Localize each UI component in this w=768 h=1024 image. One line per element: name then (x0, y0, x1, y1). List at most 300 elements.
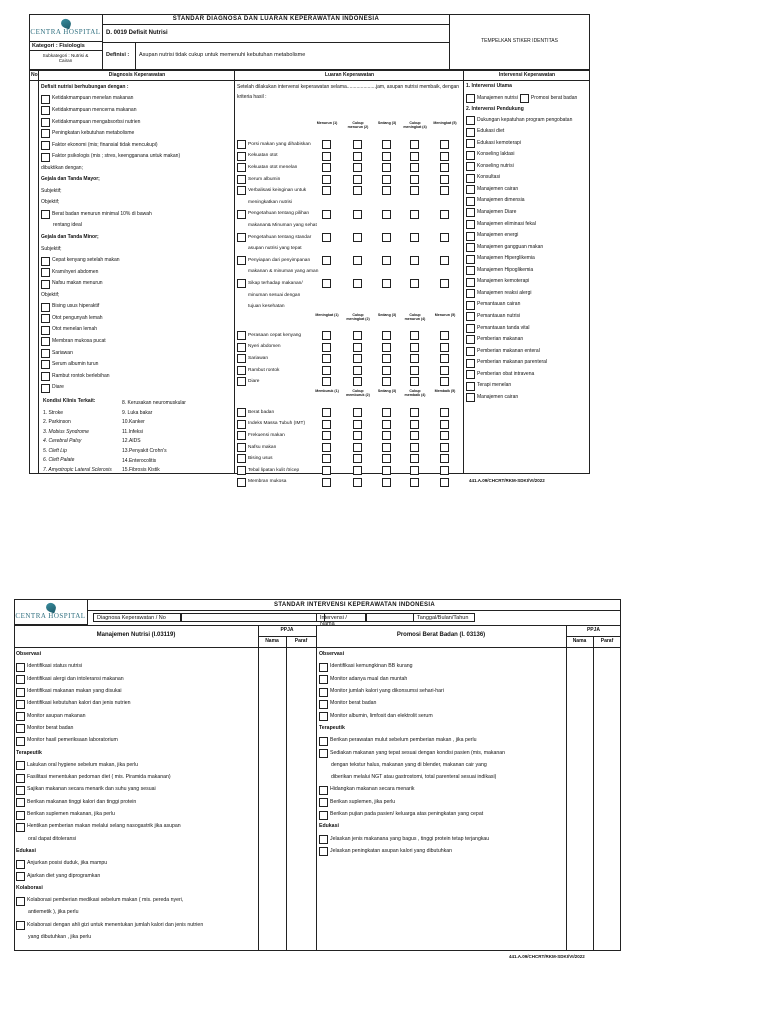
checkbox[interactable] (237, 354, 246, 363)
checkbox[interactable] (466, 370, 475, 379)
interv-item-label: Manajemen nutrisi (477, 94, 518, 101)
checkbox[interactable] (466, 335, 475, 344)
luaran-item-label: tujuan kesehatan (248, 304, 285, 310)
checkbox[interactable] (237, 210, 246, 219)
score-checkbox[interactable] (382, 256, 391, 265)
checkbox[interactable] (237, 256, 246, 265)
kondisi-item-label: 15.Fibrosis Kistik (122, 467, 160, 474)
checkbox[interactable] (466, 197, 475, 206)
list-item (319, 821, 566, 833)
list-item-label: Objektif; (41, 291, 60, 298)
list-item-label: Berikan perawatan mulut sebelum pemberian makan , jika perlu (330, 737, 477, 744)
checkbox[interactable] (16, 823, 25, 832)
list-item (16, 920, 258, 932)
checkbox[interactable] (319, 811, 328, 820)
score-checkbox[interactable] (353, 420, 362, 429)
checkbox[interactable] (466, 359, 475, 368)
score-checkbox[interactable] (322, 175, 331, 184)
score-checkbox[interactable] (353, 478, 362, 487)
score-checkbox[interactable] (353, 377, 362, 386)
list-item-label: Kolaborasi (16, 884, 43, 891)
checkbox[interactable] (466, 255, 475, 264)
score-checkbox[interactable] (440, 377, 449, 386)
score-checkbox[interactable] (353, 186, 362, 195)
score-checkbox[interactable] (440, 152, 449, 161)
list-item (16, 797, 258, 809)
list-item (41, 244, 233, 256)
score-checkbox[interactable] (382, 279, 391, 288)
checkbox[interactable] (41, 106, 50, 115)
score-checkbox[interactable] (440, 454, 449, 463)
list-item (319, 846, 566, 858)
page2-form (14, 599, 621, 959)
checkbox[interactable] (319, 663, 328, 672)
list-item-label: dengan tekstur halus, makanan yang di blender, makanan cair yang (331, 761, 487, 768)
score-checkbox[interactable] (440, 443, 449, 452)
checkbox[interactable] (237, 175, 246, 184)
checkbox[interactable] (466, 289, 475, 298)
interv-utama-row (466, 93, 590, 104)
interv-item-label: Konseling laktasi (477, 151, 515, 158)
luaran-item (237, 278, 333, 289)
score-checkbox[interactable] (322, 366, 331, 375)
score-checkbox[interactable] (410, 140, 419, 149)
checkbox[interactable] (16, 897, 25, 906)
score-checkbox[interactable] (440, 478, 449, 487)
score-checkbox[interactable] (382, 478, 391, 487)
score-checkbox[interactable] (410, 331, 419, 340)
list-item (16, 698, 258, 710)
col-line (316, 625, 317, 951)
score-checkbox[interactable] (353, 152, 362, 161)
checkbox[interactable] (319, 675, 328, 684)
list-item-label: Berat badan menurun minimal 10% di bawah (52, 210, 152, 217)
checkbox[interactable] (16, 811, 25, 820)
kondisi-item (122, 466, 234, 476)
checkbox[interactable] (237, 233, 246, 242)
checkbox[interactable] (41, 257, 50, 266)
list-item (41, 82, 233, 94)
checkbox[interactable] (466, 139, 475, 148)
list-item (41, 221, 233, 233)
score-checkbox[interactable] (440, 354, 449, 363)
list-item (41, 301, 233, 313)
score-checkbox[interactable] (322, 233, 331, 242)
score-checkbox[interactable] (440, 279, 449, 288)
score-checkbox[interactable] (410, 454, 419, 463)
kondisi-item-label: 2. Parkinson (43, 419, 71, 426)
score-checkbox[interactable] (353, 408, 362, 417)
list-item (16, 932, 258, 944)
score-checkbox[interactable] (322, 454, 331, 463)
checkbox[interactable] (319, 737, 328, 746)
list-item-label: Edukasi (319, 823, 339, 830)
score-checkbox[interactable] (353, 431, 362, 440)
checkbox[interactable] (41, 372, 50, 381)
score-checkbox[interactable] (353, 210, 362, 219)
score-checkbox[interactable] (410, 210, 419, 219)
score-checkbox[interactable] (382, 233, 391, 242)
score-checkbox[interactable] (322, 478, 331, 487)
page2-title: STANDAR INTERVENSI KEPERAWATAN INDONESIA (274, 602, 435, 608)
score-checkbox[interactable] (410, 256, 419, 265)
list-item-label: Ketidakmampuan mencerna makanan (52, 106, 137, 113)
score-checkbox[interactable] (440, 186, 449, 195)
score-checkbox[interactable] (382, 152, 391, 161)
score-checkbox[interactable] (410, 354, 419, 363)
score-checkbox[interactable] (322, 354, 331, 363)
checkbox[interactable] (237, 408, 246, 417)
logo-text-2: CENTRA HOSPITAL (15, 611, 86, 620)
checkbox[interactable] (319, 835, 328, 844)
score-checkbox[interactable] (440, 408, 449, 417)
score-checkbox[interactable] (382, 366, 391, 375)
list-item-label: Observasi (319, 651, 345, 658)
score-checkbox[interactable] (382, 443, 391, 452)
checkbox[interactable] (520, 94, 529, 103)
checkbox[interactable] (237, 343, 246, 352)
score-checkbox[interactable] (353, 256, 362, 265)
score-checkbox[interactable] (440, 366, 449, 375)
list-item (16, 883, 258, 895)
luaran-item (237, 330, 333, 341)
checkbox[interactable] (41, 118, 50, 127)
list-item (41, 278, 233, 290)
score-checkbox[interactable] (353, 354, 362, 363)
paraf-right: Paraf (600, 638, 614, 644)
checkbox[interactable] (16, 860, 25, 869)
checkbox[interactable] (16, 737, 25, 746)
score-checkbox[interactable] (353, 175, 362, 184)
interv-item (466, 115, 590, 126)
list-item-label: Bising usus hiperaktif (52, 303, 100, 310)
checkbox[interactable] (237, 186, 246, 195)
interv-item (466, 277, 590, 288)
list-item (41, 255, 233, 267)
score-checkbox[interactable] (410, 233, 419, 242)
checkbox[interactable] (16, 724, 25, 733)
score-checkbox[interactable] (353, 443, 362, 452)
checkbox[interactable] (319, 700, 328, 709)
list-item (16, 747, 258, 759)
ppja-divider (566, 636, 621, 637)
checkbox[interactable] (466, 382, 475, 391)
checkbox[interactable] (237, 478, 246, 487)
checkbox[interactable] (466, 220, 475, 229)
list-item (16, 870, 258, 882)
checkbox[interactable] (237, 366, 246, 375)
luaran-area (235, 104, 464, 485)
list-item-label: Edukasi (16, 847, 36, 854)
checkbox[interactable] (16, 872, 25, 881)
list-item-label: Terapeutik (16, 749, 42, 756)
score-checkbox[interactable] (322, 210, 331, 219)
checkbox[interactable] (41, 95, 50, 104)
checkbox[interactable] (237, 454, 246, 463)
diag-input[interactable] (181, 613, 325, 622)
list-item (41, 117, 233, 129)
score-checkbox[interactable] (382, 331, 391, 340)
score-checkbox[interactable] (410, 152, 419, 161)
checkbox[interactable] (237, 377, 246, 386)
checkbox[interactable] (466, 162, 475, 171)
checkbox[interactable] (41, 303, 50, 312)
interv-item-label: Pemantauan tanda vital (477, 324, 530, 331)
checkbox[interactable] (466, 208, 475, 217)
score-checkbox[interactable] (440, 163, 449, 172)
interv-item (466, 358, 590, 369)
score-checkbox[interactable] (382, 175, 391, 184)
checkbox[interactable] (319, 712, 328, 721)
checkbox[interactable] (41, 141, 50, 150)
checkbox[interactable] (16, 663, 25, 672)
score-checkbox[interactable] (440, 331, 449, 340)
score-checkbox[interactable] (353, 140, 362, 149)
score-checkbox[interactable] (322, 186, 331, 195)
checkbox[interactable] (466, 312, 475, 321)
score-checkbox[interactable] (382, 140, 391, 149)
score-checkbox[interactable] (382, 466, 391, 475)
score-checkbox[interactable] (410, 420, 419, 429)
score-checkbox[interactable] (410, 377, 419, 386)
list-item-label: Monitor hasil pemeriksaan laboratorium (27, 737, 118, 744)
list-item (41, 128, 233, 140)
checkbox[interactable] (41, 326, 50, 335)
score-checkbox[interactable] (353, 279, 362, 288)
score-checkbox[interactable] (382, 163, 391, 172)
score-checkbox[interactable] (322, 431, 331, 440)
luaran-item (237, 255, 333, 266)
score-checkbox[interactable] (410, 175, 419, 184)
ppja-right: PPJA (586, 627, 601, 633)
score-checkbox[interactable] (322, 163, 331, 172)
interv-item (466, 207, 590, 218)
score-checkbox[interactable] (410, 466, 419, 475)
checkbox[interactable] (466, 301, 475, 310)
luaran-item-label: Membran mukosa (248, 479, 287, 485)
checkbox[interactable] (16, 921, 25, 930)
checkbox[interactable] (237, 420, 246, 429)
score-checkbox[interactable] (440, 175, 449, 184)
checkbox[interactable] (41, 314, 50, 323)
checkbox[interactable] (41, 280, 50, 289)
score-checkbox[interactable] (382, 210, 391, 219)
checkbox[interactable] (319, 847, 328, 856)
score-checkbox[interactable] (322, 256, 331, 265)
list-item (41, 94, 233, 106)
list-item-label: Berikan suplemen makanan, jika perlu (27, 811, 115, 818)
checkbox[interactable] (466, 174, 475, 183)
score-checkbox[interactable] (410, 431, 419, 440)
checkbox[interactable] (466, 278, 475, 287)
score-checkbox[interactable] (382, 343, 391, 352)
score-checkbox[interactable] (440, 420, 449, 429)
kondisi-item-label: 14.Enterocolitis (122, 457, 157, 464)
score-checkbox[interactable] (353, 466, 362, 475)
interv-item-label: Manajemen energi (477, 232, 519, 239)
checkbox[interactable] (466, 266, 475, 275)
kondisi-item (43, 419, 123, 429)
luaran-item-label: Serum albumin (248, 176, 281, 182)
score-checkbox[interactable] (353, 366, 362, 375)
score-checkbox[interactable] (382, 420, 391, 429)
score-checkbox[interactable] (382, 377, 391, 386)
checkbox[interactable] (466, 347, 475, 356)
checkbox[interactable] (466, 128, 475, 137)
interv-item-label: Manajemen kemoterapi (477, 278, 530, 285)
sticker-box (449, 14, 590, 70)
list-item-label: Diare (52, 384, 64, 391)
kondisi-item (43, 409, 123, 419)
list-item-label: antiemetik ), jika perlu (28, 909, 79, 916)
luaran-item-label: Bising usus (248, 456, 273, 462)
score-checkbox[interactable] (353, 343, 362, 352)
score-checkbox[interactable] (440, 343, 449, 352)
checkbox[interactable] (16, 798, 25, 807)
kondisi-item (122, 399, 234, 409)
score-checkbox[interactable] (322, 408, 331, 417)
luaran-item (237, 419, 333, 430)
checkbox[interactable] (237, 466, 246, 475)
score-checkbox[interactable] (353, 454, 362, 463)
score-checkbox[interactable] (440, 233, 449, 242)
kondisi-item-label: 4. Cerebral Palsy (43, 438, 82, 445)
checkbox[interactable] (237, 443, 246, 452)
score-checkbox[interactable] (353, 163, 362, 172)
checkbox[interactable] (41, 384, 50, 393)
list-item (41, 348, 233, 360)
score-checkbox[interactable] (382, 408, 391, 417)
checkbox[interactable] (237, 152, 246, 161)
interv-item (466, 161, 590, 172)
score-checkbox[interactable] (322, 140, 331, 149)
score-checkbox[interactable] (382, 186, 391, 195)
list-item-label: Hidangkan makanan secara menarik (330, 786, 415, 793)
score-checkbox[interactable] (410, 478, 419, 487)
list-item-label: Identifikasi alergi dan intoleransi makanan (27, 675, 124, 682)
interv-item (466, 265, 590, 276)
list-item-label: oral dapat ditoleransi (28, 835, 77, 842)
checkbox[interactable] (41, 153, 50, 162)
score-checkbox[interactable] (440, 210, 449, 219)
score-checkbox[interactable] (353, 331, 362, 340)
list-item-label: Kolaborasi dengan ahli gizi untuk menentukan jumlah kalori dan jenis nutrien (27, 921, 204, 928)
luaran-item (237, 220, 333, 231)
score-checkbox[interactable] (382, 454, 391, 463)
score-checkbox[interactable] (410, 279, 419, 288)
checkbox[interactable] (319, 688, 328, 697)
col-line (566, 625, 567, 951)
score-checkbox[interactable] (410, 343, 419, 352)
score-checkbox[interactable] (322, 152, 331, 161)
checkbox[interactable] (16, 786, 25, 795)
checkbox[interactable] (41, 129, 50, 138)
kondisi-item-label: 10.Kanker (122, 419, 145, 426)
luaran-item (237, 209, 333, 220)
list-item (16, 784, 258, 796)
list-item-label: Jelaskan jenis makanana yang bagus , tinggi protein tetap terjangkau (330, 835, 490, 842)
list-item-label: Faktor ekonomi (mis; finansial tidak mencukupi) (52, 141, 158, 148)
checkbox[interactable] (16, 761, 25, 770)
score-checkbox[interactable] (382, 431, 391, 440)
checkbox[interactable] (319, 798, 328, 807)
list-item-label: Anjurkan posisi duduk, jika mampu (27, 860, 108, 867)
checkbox[interactable] (237, 140, 246, 149)
interv-item-label: Manajemen eliminasi fekal (477, 220, 536, 227)
checkbox[interactable] (41, 268, 50, 277)
list-item-label: Lakukan oral hygiene sebelum makan, jika perlu (27, 761, 139, 768)
score-checkbox[interactable] (382, 354, 391, 363)
checkbox[interactable] (237, 431, 246, 440)
list-item-label: Cepat kenyang setelah makan (52, 257, 120, 264)
checkbox[interactable] (466, 151, 475, 160)
list-item (16, 907, 258, 919)
score-checkbox[interactable] (410, 366, 419, 375)
score-checkbox[interactable] (440, 431, 449, 440)
checkbox[interactable] (16, 688, 25, 697)
diagnosis-code: D. 0019 Defisit Nutrisi (106, 30, 168, 36)
checkbox[interactable] (41, 349, 50, 358)
scale-label: Cukup memburuk (2) (346, 389, 370, 397)
luaran-item-label: Indeks Massa Tubuh (IMT) (248, 421, 306, 427)
left-title: Manajemen Nutrisi (I.03119) (96, 632, 176, 638)
interv-item-label: Manajemen Hipoglikemia (477, 266, 534, 273)
checkbox[interactable] (16, 675, 25, 684)
list-item (319, 760, 566, 772)
score-checkbox[interactable] (410, 443, 419, 452)
checkbox[interactable] (16, 700, 25, 709)
score-checkbox[interactable] (353, 233, 362, 242)
list-item-label: Kolaborasi pemberian medikasi sebelum makan ( mis. pereda nyeri, (27, 897, 184, 904)
checkbox[interactable] (237, 331, 246, 340)
checkbox[interactable] (466, 94, 475, 103)
list-item-label: Peningkatan kebutuhan metabolisme (52, 130, 135, 137)
checkbox[interactable] (237, 163, 246, 172)
checkbox[interactable] (466, 116, 475, 125)
checkbox[interactable] (466, 232, 475, 241)
score-checkbox[interactable] (322, 377, 331, 386)
checkbox[interactable] (41, 210, 50, 219)
score-checkbox[interactable] (322, 343, 331, 352)
score-checkbox[interactable] (410, 186, 419, 195)
checkbox[interactable] (466, 185, 475, 194)
score-checkbox[interactable] (322, 331, 331, 340)
score-checkbox[interactable] (322, 443, 331, 452)
col-interv-header: Intervensi Keperawatan (498, 72, 556, 78)
checkbox[interactable] (41, 360, 50, 369)
checkbox[interactable] (237, 279, 246, 288)
score-checkbox[interactable] (322, 420, 331, 429)
checkbox[interactable] (466, 324, 475, 333)
checkbox[interactable] (319, 749, 328, 758)
checkbox[interactable] (16, 774, 25, 783)
score-checkbox[interactable] (410, 408, 419, 417)
score-checkbox[interactable] (410, 163, 419, 172)
score-checkbox[interactable] (322, 279, 331, 288)
checkbox[interactable] (16, 712, 25, 721)
tgl-field-label: Tanggal/Bulan/Tahun (417, 615, 469, 621)
checkbox[interactable] (41, 337, 50, 346)
score-checkbox[interactable] (440, 466, 449, 475)
score-checkbox[interactable] (440, 256, 449, 265)
score-checkbox[interactable] (322, 466, 331, 475)
interv-item-label: Edukasi kemoterapi (477, 139, 521, 146)
kondisi-item-label: 7. Amyotropic Lateral Sclerosis (43, 466, 112, 473)
checkbox[interactable] (466, 393, 475, 402)
score-checkbox[interactable] (440, 140, 449, 149)
checkbox[interactable] (319, 786, 328, 795)
checkbox[interactable] (466, 243, 475, 252)
